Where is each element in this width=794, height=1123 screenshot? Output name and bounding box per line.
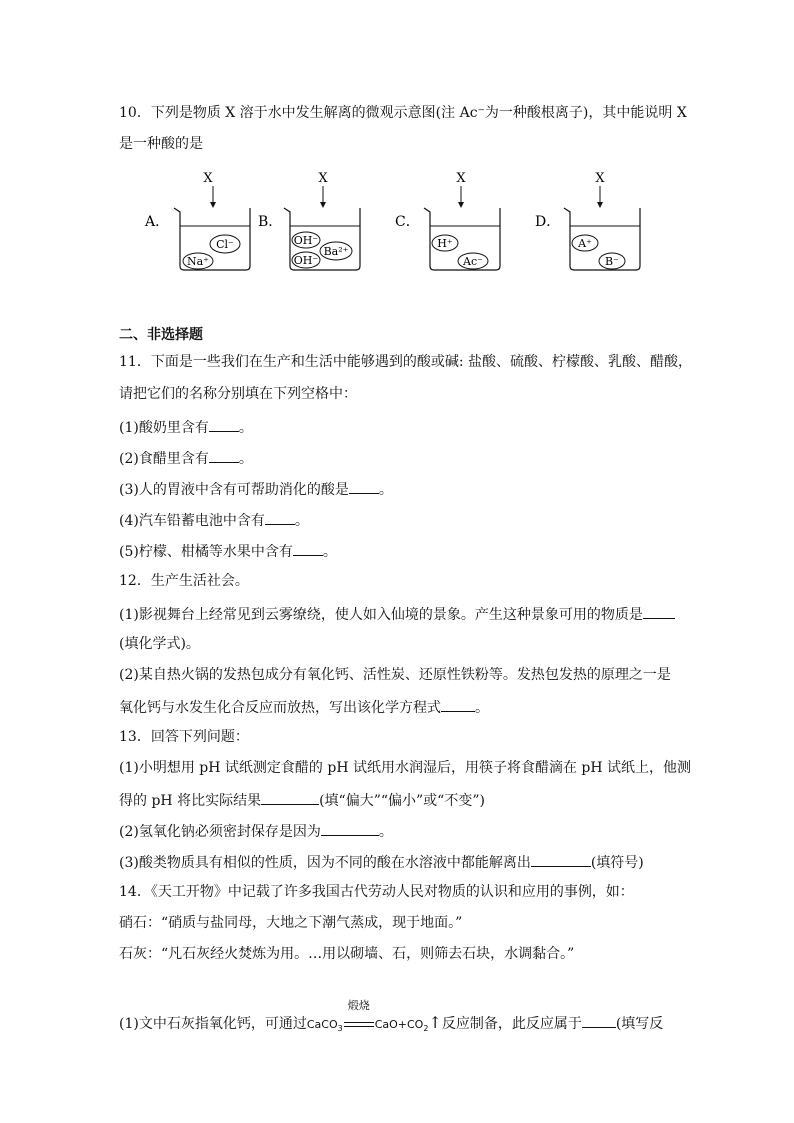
option-a-x-label: X (203, 171, 213, 186)
answer-blank[interactable] (321, 821, 379, 836)
answer-blank[interactable] (643, 604, 675, 619)
option-d-letter: D． (535, 214, 561, 230)
ion-cl: Cl⁻ (216, 238, 234, 251)
q13-p1b-text: 得的 pH 将比实际结果 (119, 793, 262, 809)
product-sub: 2 (423, 1024, 429, 1034)
q14-p1b-text: 反应制备，此反应属于 (441, 1016, 582, 1032)
q13-p1b (119, 790, 485, 810)
q11-item-1-end: 。 (238, 420, 253, 436)
reactant-sub: 3 (337, 1024, 343, 1034)
q10-beaker-diagrams (140, 168, 700, 280)
ion-h: H⁺ (437, 237, 453, 250)
q11-item-3-end: 。 (378, 482, 393, 498)
option-c (395, 171, 500, 270)
q11-item-4-text: (4)汽车铅蓄电池中含有 (119, 513, 265, 529)
answer-blank[interactable] (261, 790, 319, 805)
answer-blank[interactable] (265, 510, 295, 525)
q13-p3-end: (填符号) (590, 855, 644, 871)
option-d-x-label: X (595, 171, 605, 186)
beaker-d (564, 208, 640, 270)
ion-oh-2: OH⁻ (293, 254, 319, 267)
reactant-text: CaCO (306, 1018, 338, 1031)
answer-blank[interactable] (582, 1013, 616, 1028)
q11-line2: 请把它们的名称分别填在下列空格中： (119, 386, 357, 402)
q13-p1a: (1)小明想用 pH 试纸测定食醋的 pH 试纸用水润湿后，用筷子将食醋滴在 pH 试纸上，他测 (119, 760, 692, 776)
q13-p1c-text: (填“偏大”“偏小”或“不变”) (319, 793, 485, 809)
q12-p1a-text: (1)影视舞台上经常见到云雾缭绕，使人如入仙境的景象。产生这种景象可用的物质是 (119, 607, 643, 623)
double-line (344, 1022, 374, 1027)
option-b (258, 171, 360, 270)
q11-item-4-end: 。 (294, 513, 309, 529)
q13-p3-text: (3)酸类物质具有相似的性质，因为不同的酸在水溶液中都能解离出 (119, 855, 531, 871)
option-c-letter: C． (395, 214, 420, 230)
option-d (535, 171, 640, 270)
ion-a: A⁺ (578, 237, 592, 250)
q11-item-2-text: (2)食醋里含有 (119, 451, 209, 467)
answer-blank[interactable] (209, 417, 239, 432)
q14-p1 (119, 999, 664, 1038)
q10-line1: 10．下列是物质 X 溶于水中发生解离的微观示意图(注 Ac⁻为一种酸根离子)，其中能说明 X (119, 105, 687, 121)
q14-p1c-text: (填写反 (615, 1016, 664, 1032)
option-a (144, 171, 250, 270)
reaction-condition (343, 999, 375, 1033)
option-b-letter: B． (258, 214, 283, 230)
q11-item-5-text: (5)柠檬、柑橘等水果中含有 (119, 544, 293, 560)
option-a-letter: A． (145, 214, 170, 230)
answer-blank[interactable] (293, 541, 323, 556)
answer-blank[interactable] (209, 448, 239, 463)
q11-item-1 (119, 417, 253, 437)
q13-p2-end: 。 (378, 824, 393, 840)
q14-p1a-text: (1)文中石灰指氧化钙，可通过 (119, 1016, 307, 1032)
q12-p2a: (2)某自热火锅的发热包成分有氧化钙、活性炭、还原性铁粉等。发热包发热的原理之一是 (119, 667, 671, 683)
q12-p1b: (填化学式)。 (119, 636, 200, 652)
q11-item-2 (119, 448, 253, 468)
q12-p1a (119, 604, 675, 624)
option-c-x-label: X (456, 171, 466, 186)
q14-quote2: 石灰：“凡石灰经火焚炼为用。…用以砌墙、石，则筛去石块，水调黏合。” (119, 946, 575, 962)
q12-end: 。 (475, 700, 489, 716)
ion-na: Na⁺ (187, 255, 209, 268)
q12-p2b-text: 氧化钙与水发生化合反应而放热，写出该化学方程式 (119, 700, 441, 716)
gas-arrow: ↑ (428, 1013, 442, 1032)
product-formula (374, 1018, 429, 1034)
section2-title: 二、非选择题 (119, 327, 203, 343)
q14-title: 14．《天工开物》中记载了许多我国古代劳动人民对物质的认识和应用的事例，如： (119, 884, 634, 900)
q13-p2 (119, 821, 393, 841)
ion-b: B⁻ (605, 255, 619, 268)
q13-p2-text: (2)氢氧化钠必须密封保存是因为 (119, 824, 321, 840)
q11-line1: 11．下面是一些我们在生产和生活中能够遇到的酸或碱: 盐酸、硫酸、柠檬酸、乳酸、醋酸， (119, 354, 692, 370)
answer-blank[interactable] (441, 697, 475, 712)
option-b-x-label: X (318, 171, 328, 186)
product-text: CaO+CO (374, 1018, 424, 1031)
q11-item-5 (119, 541, 337, 561)
answer-blank[interactable] (531, 852, 591, 867)
q11-item-4 (119, 510, 309, 530)
beaker-c (424, 208, 500, 270)
q11-item-1-text: (1)酸奶里含有 (119, 420, 209, 436)
reactant-formula (306, 1018, 343, 1034)
q13-title: 13．回答下列问题： (119, 729, 249, 745)
q11-item-5-end: 。 (322, 544, 337, 560)
q12-title: 12．生产生活社会。 (119, 573, 249, 589)
q11-item-3 (119, 479, 393, 499)
q12-p2b (119, 697, 489, 717)
q11-item-3-text: (3)人的胃液中含有可帮助消化的酸是 (119, 482, 349, 498)
q14-quote1: 硝石：“硝质与盐同母，大地之下潮气蒸成，现于地面。” (119, 915, 463, 931)
ion-ac: Ac⁻ (463, 255, 483, 268)
answer-blank[interactable] (349, 479, 379, 494)
ion-ba: Ba²⁺ (323, 245, 349, 258)
q11-item-2-end: 。 (238, 451, 253, 467)
q13-p3 (119, 852, 644, 872)
q10-line2: 是一种酸的是 (119, 136, 203, 152)
condition-text: 煅烧 (347, 999, 370, 1012)
ion-oh-1: OH⁻ (293, 234, 319, 247)
